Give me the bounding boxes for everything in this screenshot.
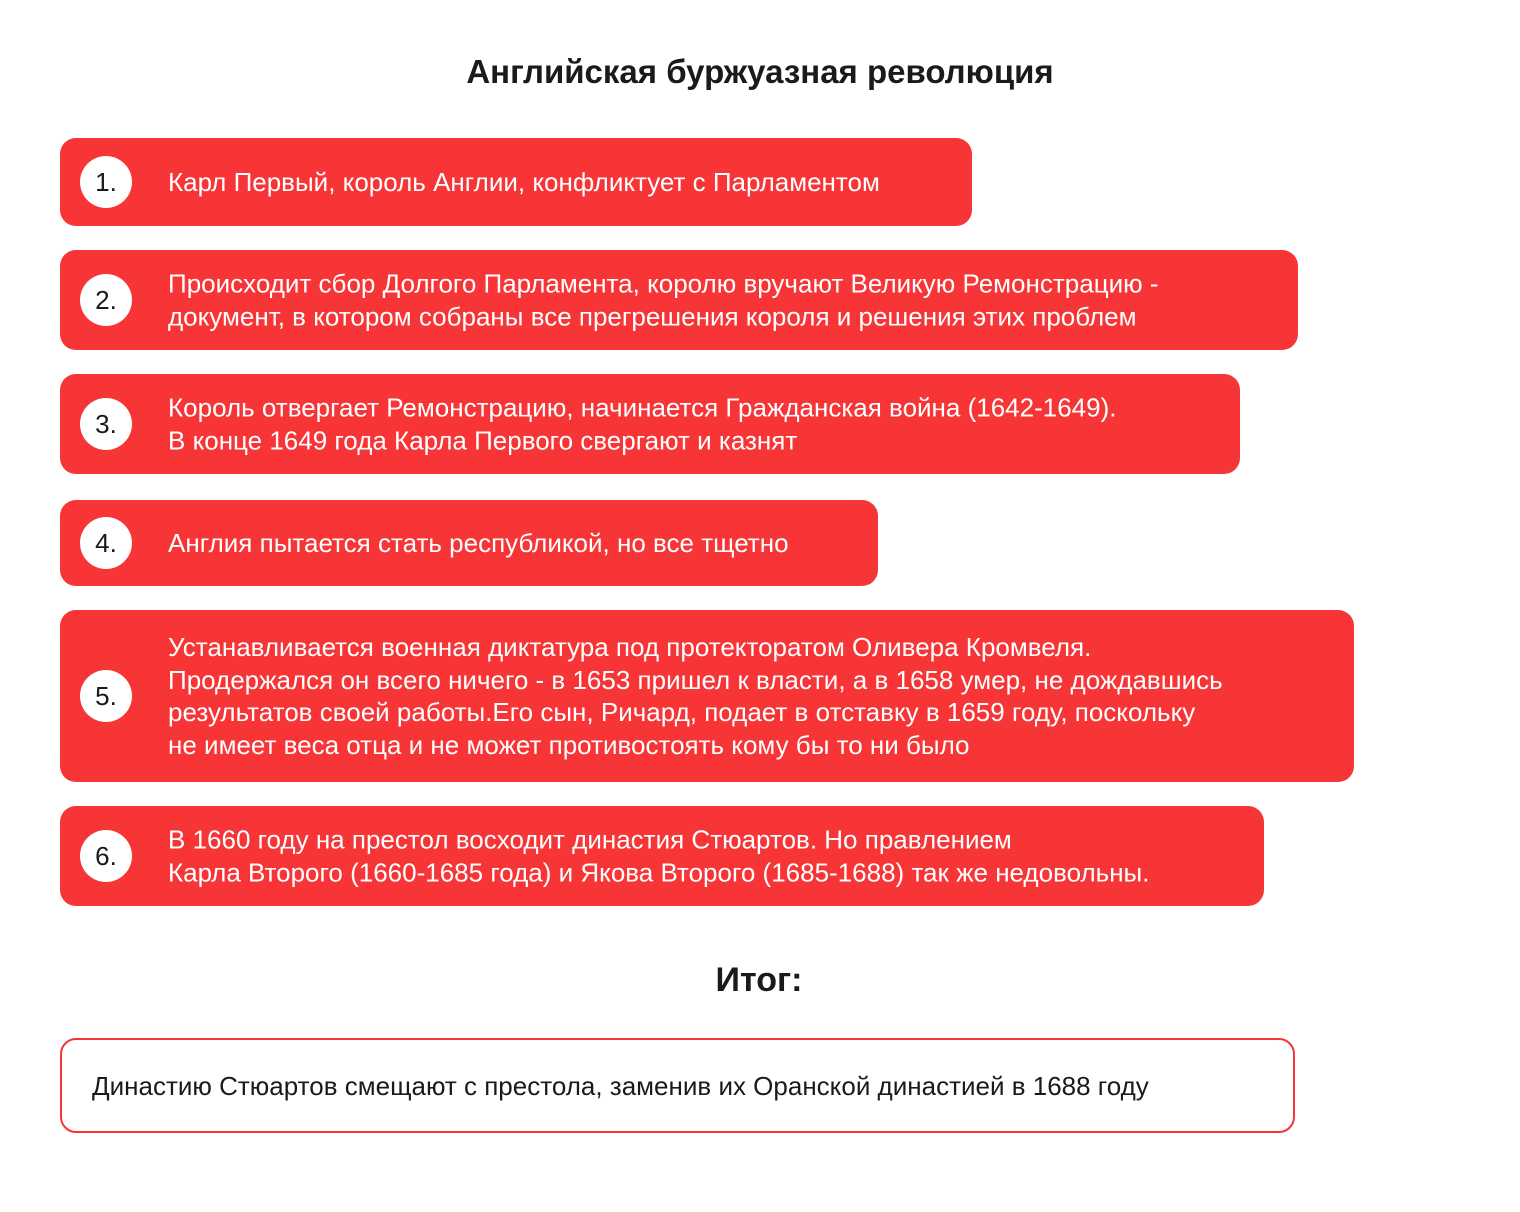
step-text: Устанавливается военная диктатура под протекторатом Оливера Кромвеля. Продержался он всего ничего - в 1653 пришел к власти, а в 1658 умер, не дождавшись результатов своей работы.Его сын, Ричард, подает в отставку в 1659 году, поскольку не имеет веса отца и не может противостоять кому бы то ни было (168, 632, 1223, 760)
step-2 (60, 250, 1298, 350)
step-text: Король отвергает Ремонстрацию, начинается Гражданская война (1642-1649). В конце 1649 года Карла Первого свергают и казнят (168, 392, 1117, 455)
step-number-badge: 2. (80, 274, 132, 326)
step-text: В 1660 году на престол восходит династия Стюартов. Но правлением Карла Второго (1660-1685 года) и Якова Второго (1685-1688) так же недовольны. (168, 824, 1150, 887)
summary-heading: Итог: (715, 961, 803, 999)
page-title: Английская буржуазная революция (466, 53, 1054, 90)
summary-box (60, 1038, 1295, 1133)
step-text: Карл Первый, король Англии, конфликтует с Парламентом (168, 166, 880, 197)
step-text: Англия пытается стать республикой, но все тщетно (168, 527, 789, 558)
step-6 (60, 806, 1264, 906)
step-1 (60, 138, 972, 226)
step-3 (60, 374, 1240, 474)
step-number-badge: 3. (80, 398, 132, 450)
step-number-badge: 6. (80, 830, 132, 882)
summary-text: Династию Стюартов смещают с престола, заменив их Оранской династией в 1688 году (92, 1070, 1149, 1101)
step-number-badge: 5. (80, 670, 132, 722)
step-number-badge: 4. (80, 517, 132, 569)
step-5 (60, 610, 1354, 782)
step-4 (60, 500, 878, 586)
step-text: Происходит сбор Долгого Парламента, королю вручают Великую Ремонстрацию - документ, в котором собраны все прегрешения короля и решения этих проблем (168, 268, 1159, 331)
step-number-badge: 1. (80, 156, 132, 208)
